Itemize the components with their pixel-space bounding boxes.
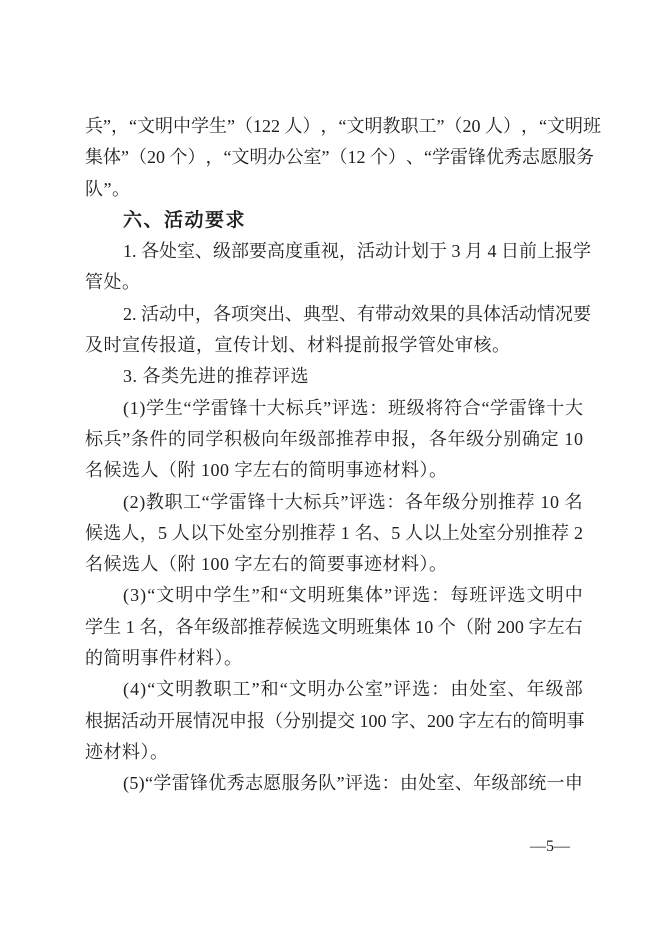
text-line: 兵 ” ， “ 文 明 中 学 生 ” （ 1 2 2 人 ） ， “ 文 明 教 职 工 ” （ 2 0 人 ） ， “ 文 明 班 [85,116,601,136]
text-line: 管处。 [85,272,141,293]
text-line: 1 . 各 处 室 、 级 部 要 高 度 重 视 ， 活 动 计 划 于 3 月 4 日 前 上 报 学 [123,241,591,262]
text-line: 3. 各类先进的推荐评选 [123,366,309,387]
text-line: 标 兵 ” 条 件 的 同 学 积 极 向 年 级 部 推 荐 申 报 ， 各 年 级 分 别 确 定 1 0 [85,428,583,449]
text-line: 名候选人（附 100 字左右的简明事迹材料）。 [85,460,448,481]
text-line: 名候选人（附 100 字左右的简要事迹材料）。 [85,554,448,575]
document-body [85,111,601,800]
text-line: 的简明事件材料）。 [85,648,243,669]
text-line: 集 体 ” （ 2 0 个 ） ， “ 文 明 办 公 室 ” （ 1 2 个 ） 、 “ 学 雷 锋 优 秀 志 愿 服 务 [85,147,594,168]
text-line: ( 2 ) 教 职 工 “ 学 雷 锋 十 大 标 兵 ” 评 选 ： 各 年 级 分 别 推 荐 1 0 名 [123,491,583,512]
text-line: 及时宣传报道，宣传计划、材料提前报学管处审核。 [85,335,511,356]
text-line: 候 选 人 ， 5 人 以 下 处 室 分 别 推 荐 1 名 、 5 人 以 上 处 室 分 别 推 荐 2 [85,522,583,543]
text-line: ( 1 ) 学 生 “ 学 雷 锋 十 大 标 兵 ” 评 选 ： 班 级 将 符 合 “ 学 雷 锋 十 大 [123,397,583,418]
text-line: ( 5 ) “ 学 雷 锋 优 秀 志 愿 服 务 队 ” 评 选 ： 由 处 室 、 年 级 部 统 一 申 [123,773,583,794]
text-line: 队”。 [85,178,131,199]
text-line: ( 3 ) “ 文 明 中 学 生 ” 和 “ 文 明 班 集 体 ” 评 选 ： 每 班 评 选 文 明 中 [123,585,583,606]
text-line: 根 据 活 动 开 展 情 况 申 报 （ 分 别 提 交 1 0 0 字 、 2 0 0 字 左 右 的 简 明 事 [85,710,585,731]
text-line: 学 生 1 名 ， 各 年 级 部 推 荐 候 选 文 明 班 集 体 1 0 个 （ 附 2 0 0 字 左 右 [85,616,583,637]
text-line: 2 . 活 动 中 ， 各 项 突 出 、 典 型 、 有 带 动 效 果 的 具 体 活 动 情 况 要 [123,303,591,324]
page-number: —5— [530,838,570,855]
text-line: ( 4 ) “ 文 明 教 职 工 ” 和 “ 文 明 办 公 室 ” 评 选 ： 由 处 室 、 年 级 部 [123,679,583,700]
section-heading-line: 六、活动要求 [123,209,247,231]
text-line: 迹材料）。 [85,741,169,762]
